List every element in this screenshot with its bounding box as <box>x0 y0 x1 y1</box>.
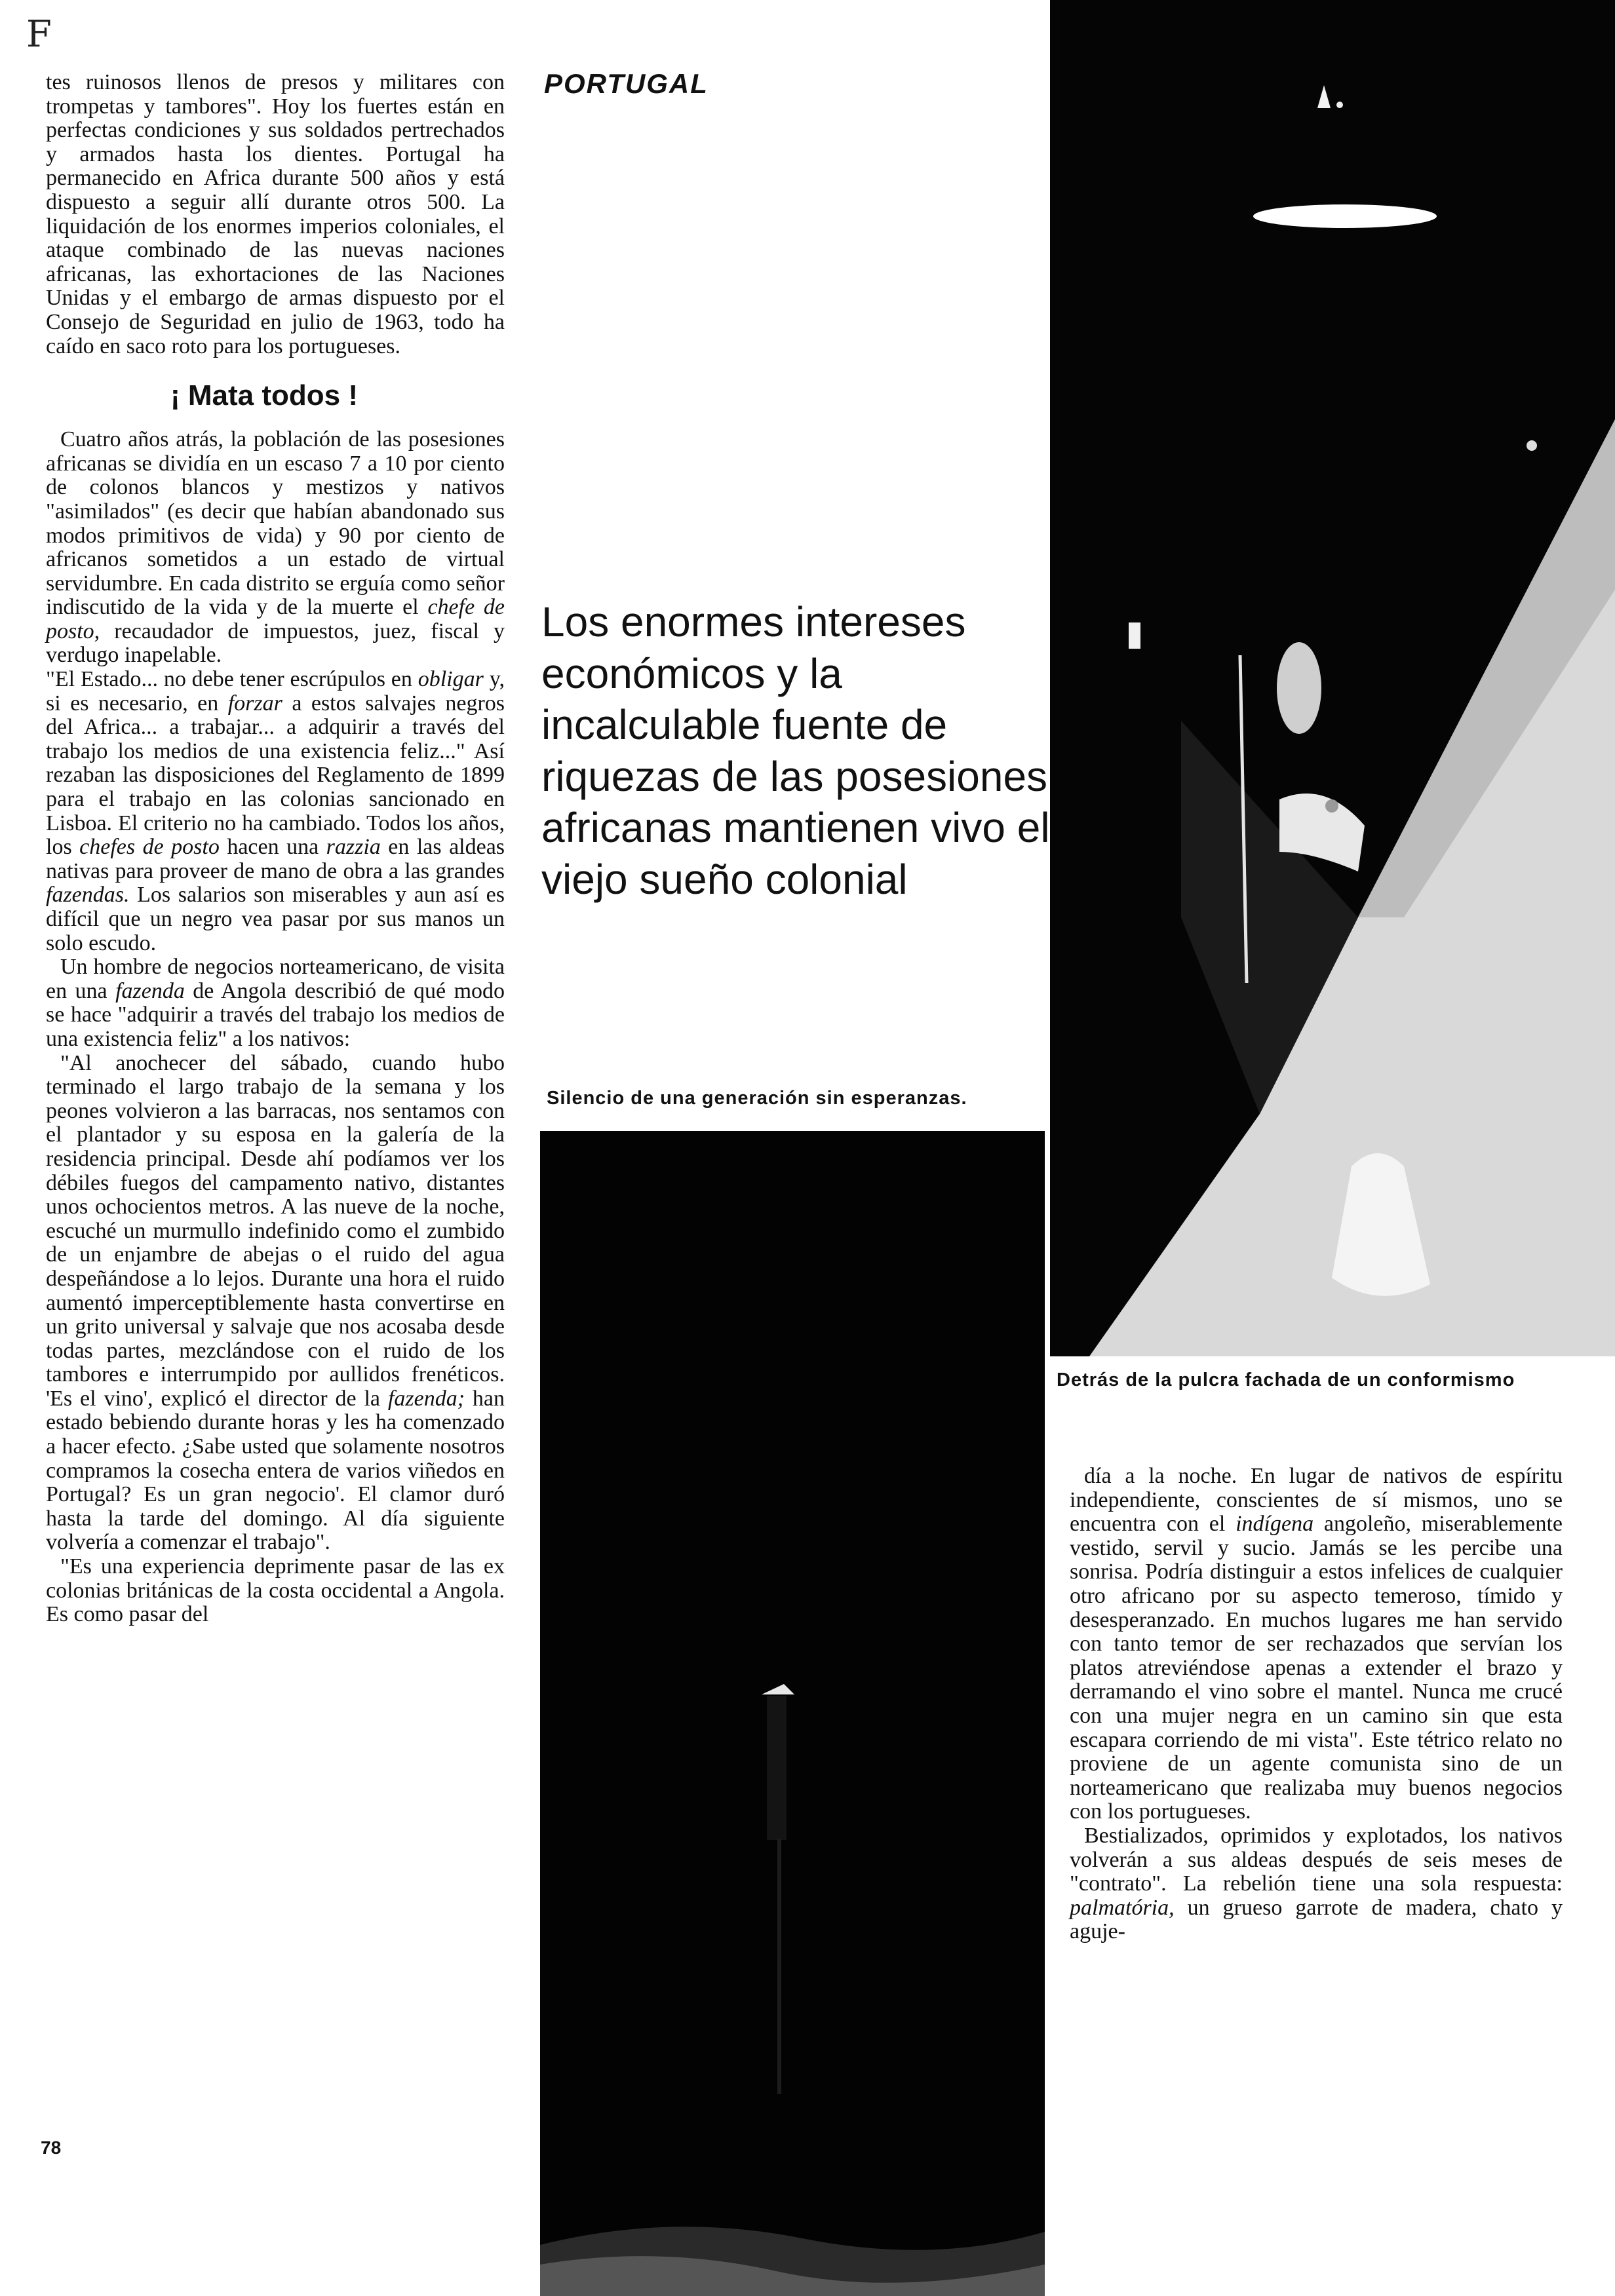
photo-dark-figure-image <box>540 1131 1045 2296</box>
left-text-column <box>46 71 505 1627</box>
handwritten-mark: F <box>26 13 52 56</box>
photo-billiards-image <box>1050 0 1615 1356</box>
photo-billiards <box>1050 0 1615 1356</box>
photo-caption-bottom: Silencio de una generación sin esperanzas. <box>547 1088 967 1109</box>
paragraph-quote-saturday: "Al anochecer del sábado, cuando hubo terminado el largo trabajo de la semana y los peones volvieron a las barracas, nos sentamos con el plantador y su esposa en la galería de la residencia principal. Desde ahí podíamos ver los débiles fuegos del campamento nativo, distantes unos ochocientos metros. A las nueve de la noche, escuché un murmullo indefinido como el zumbido de un enjambre de abejas o el ruido del agua despeñándose a lo lejos. Durante una hora el ruido aumentó imperceptiblemente hasta convertirse en un grito universal y salvaje que nos acosaba desde todas partes, mezclándose con el ruido de los tambores e interrumpido por aullidos frenéticos. 'Es el vino', explicó el director de la fazenda; han estado bebiendo durante horas y les ha comenzado a hacer efecto. ¿Sabe usted que solamente nosotros compramos la cosecha entera de varios viñedos en Portugal? Es un gran negocio'. El clamor duró hasta la tarde del domingo. Al día siguiente volvería a comenzar el trabajo". <box>46 1050 505 1555</box>
photo-caption-top: Detrás de la pulcra fachada de un conformismo <box>1057 1369 1515 1390</box>
paragraph-businessman: Un hombre de negocios norteamericano, de visita en una fazenda de Angola describió de qué modo se hace "adquirir a través del trabajo los medios de una existencia feliz" a los nativos: <box>46 955 505 1051</box>
paragraph-reglamento: "El Estado... no debe tener escrúpulos en obligar y, si es necesario, en forzar a estos salvajes negros del Africa... a trabajar... a adquirir a través del trabajo los medios de una existencia feliz..." Así rezaban las disposiciones del Reglamento de 1899 para el trabajo en las colonias sancionado en Lisboa. El criterio no ha cambiado. Todos los años, los chefes de posto hacen una razzia en las aldeas nativas para proveer de mano de obra a las grandes fazendas. Los salarios son miserables y aun así es difícil que un negro vea pasar por sus manos un solo escudo. <box>46 667 505 955</box>
section-title: PORTUGAL <box>544 68 709 99</box>
page-number: 78 <box>41 2137 62 2158</box>
paragraph-population: Cuatro años atrás, la población de las posesiones africanas se dividía en un escaso 7 a 10 por ciento de colonos blancos y mestizos y nativos "asimilados" (es decir que habían abandonado sus modos primitivos de vida) y 90 por ciento de africanos sometidos a un estado de virtual servidumbre. En cada distrito se erguía como señor indiscutido de la vida y de la muerte el chefe de posto, recaudador de impuestos, juez, fiscal y verdugo inapelable. <box>46 427 505 668</box>
photo-dark-figure <box>540 1131 1045 2296</box>
right-text-column <box>1070 1464 1563 1944</box>
intro-paragraph: tes ruinosos llenos de presos y militares con trompetas y tambores". Hoy los fuertes están en perfectas condiciones y sus soldados pertrechados y armados hasta los dientes. Portugal ha permanecido en Africa durante 500 años y está dispuesto a seguir allí durante otros 500. La liquidación de los enormes imperios coloniales, el ataque combinado de las nuevas naciones africanas, las exhortaciones de las Naciones Unidas y el embargo de armas dispuesto por el Consejo de Seguridad en julio de 1963, todo ha caído en saco roto para los portugueses. <box>46 70 505 358</box>
paragraph-bestializados: Bestializados, oprimidos y explotados, los nativos volverán a sus aldeas después de seis meses de "contrato". La rebelión tiene una sola respuesta: palmatória, un grueso garrote de madera, chato y aguje- <box>1070 1823 1563 1944</box>
paragraph-indigena: día a la noche. En lugar de nativos de espíritu independiente, conscientes de sí mismos, uno se encuentra con el indígena angoleño, miserablemente vestido, servil y sucio. Jamás se les percibe una sonrisa. Podría distinguir a estos infelices de cualquier otro africano por su aspecto temeroso, tímido y desesperanzado. En muchos lugares me han servido con tanto temor de ser rechazados que servían los platos atreviéndose apenas a extender el brazo y derramando el vino sobre el mantel. Nunca me crucé con una mujer negra en un camino sin que esta escapara corriendo de mi vista". Este tétrico relato no proviene de un agente comunista sino de un norteamericano que realizaba muy buenos negocios con los portugueses. <box>1070 1464 1563 1824</box>
subheading: ¡ Mata todos ! <box>170 379 358 412</box>
pull-quote: Los enormes intereses económicos y la incalculable fuente de riquezas de las posesiones africanas mantienen vivo el viejo sueño colonial <box>541 598 1050 903</box>
paragraph-depressing: "Es una experiencia deprimente pasar de las ex colonias británicas de la costa occidental a Angola. Es como pasar del <box>46 1554 505 1627</box>
